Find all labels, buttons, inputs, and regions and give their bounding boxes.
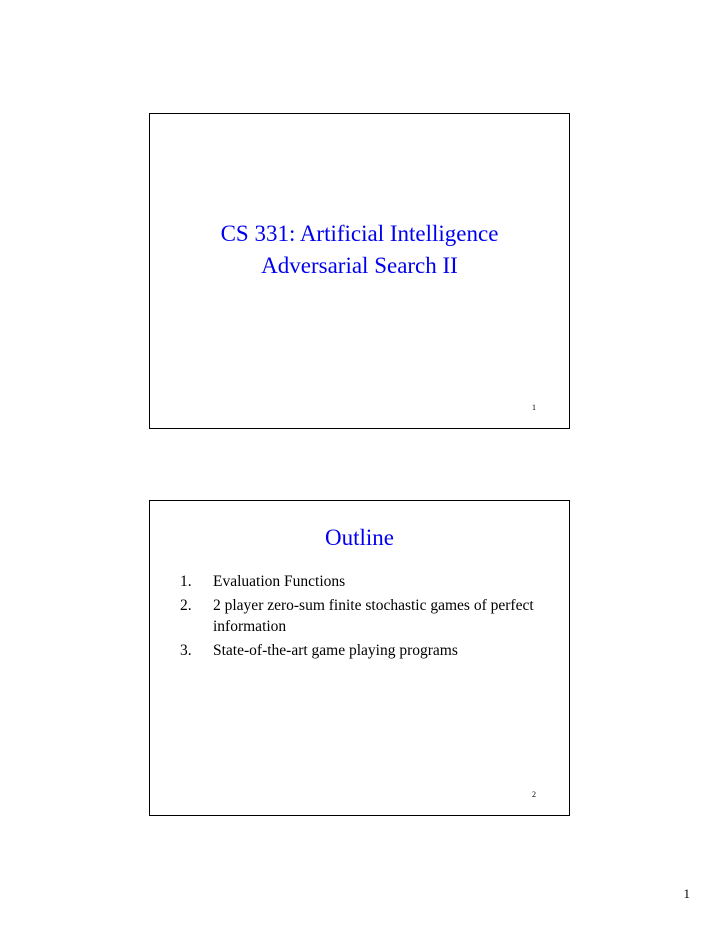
outline-item-1 bbox=[180, 571, 550, 592]
slide-2-title: Outline bbox=[325, 525, 394, 550]
slide-1-title-line-1: CS 331: Artificial Intelligence bbox=[220, 221, 499, 246]
slide-1 bbox=[149, 113, 570, 429]
slide-1-title bbox=[150, 218, 569, 282]
outline-item-2 bbox=[180, 595, 550, 637]
outline-item-2-number: 2. bbox=[180, 597, 192, 614]
outline-item-2-text: 2 player zero-sum finite stochastic games of perfect information bbox=[213, 597, 534, 635]
outline-item-1-text: Evaluation Functions bbox=[213, 573, 346, 590]
outline-list bbox=[180, 571, 550, 664]
slide-2-number: 2 bbox=[532, 790, 536, 799]
outline-item-3-text: State-of-the-art game playing programs bbox=[213, 642, 458, 659]
outline-item-1-number: 1. bbox=[180, 573, 192, 590]
page-number: 1 bbox=[683, 886, 690, 901]
outline-item-3 bbox=[180, 640, 550, 661]
outline-item-3-number: 3. bbox=[180, 642, 192, 659]
slide-1-title-line-2: Adversarial Search II bbox=[261, 253, 458, 278]
slide-2 bbox=[149, 500, 570, 816]
slide-1-number: 1 bbox=[532, 403, 536, 412]
